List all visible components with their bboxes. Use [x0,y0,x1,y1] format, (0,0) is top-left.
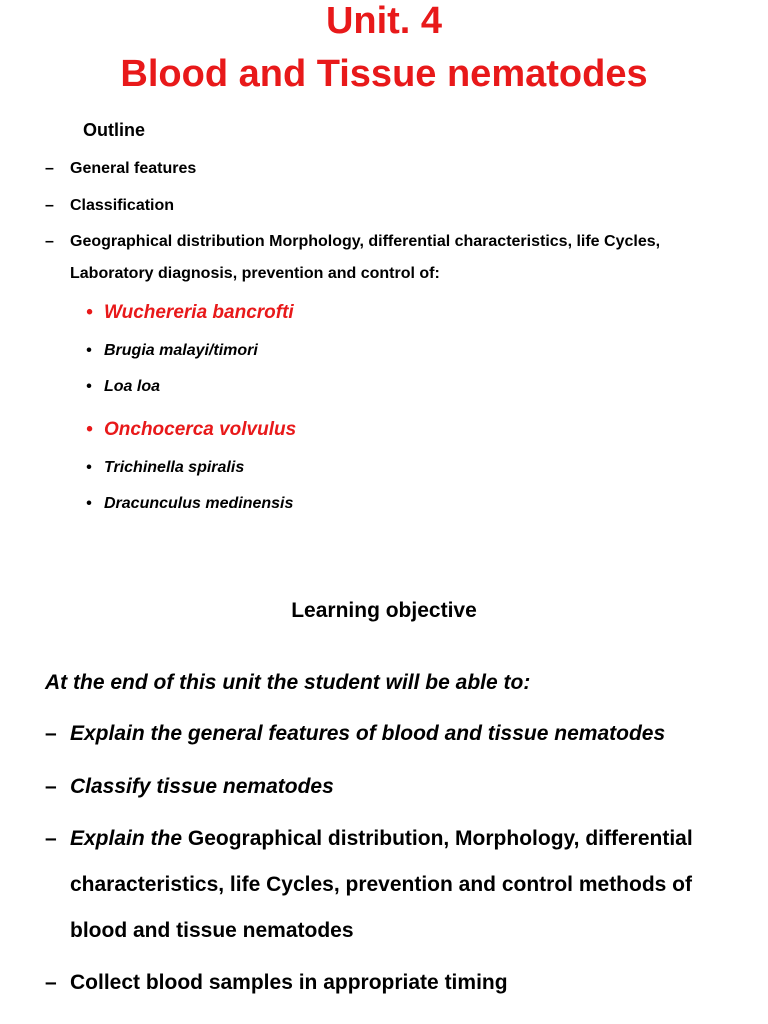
bullet-icon: • [86,419,93,440]
outline-heading: Outline [83,120,145,140]
dash-icon: – [45,827,57,850]
unit-number: Unit. 4 [325,0,443,42]
organism-item: Brugia malayi/timori [104,342,258,359]
dash-icon: – [45,160,54,177]
dash-icon: – [45,775,57,798]
outline-item: General features [70,160,197,177]
objective-item-italic: Explain the [70,827,183,850]
organism-item: Onchocerca volvulus [104,419,297,440]
organism-item: Loa loa [104,378,161,395]
objective-item-continuation: blood and tissue nematodes [70,919,354,942]
dash-icon: – [45,197,54,214]
objective-item: Classify tissue nematodes [70,775,334,798]
outline-item: Classification [70,197,175,214]
objective-item: Explain the general features of blood and tissue nematodes [70,722,666,745]
bullet-icon: • [86,378,92,395]
objectives-heading: Learning objective [291,599,477,622]
dash-icon: – [45,722,57,745]
page-title: Blood and Tissue nematodes [120,53,648,95]
bullet-icon: • [86,302,93,323]
bullet-icon: • [86,342,92,359]
bullet-icon: • [86,495,92,512]
outline-item: Geographical distribution Morphology, differential characteristics, life Cycles, [70,233,661,250]
dash-icon: – [45,971,57,994]
dash-icon: – [45,233,54,250]
outline-item-continuation: Laboratory diagnosis, prevention and control of: [70,265,440,282]
organism-item: Dracunculus medinensis [104,495,294,512]
objective-item-continuation: characteristics, life Cycles, prevention and control methods of [70,873,693,896]
objective-item-text: Geographical distribution, Morphology, differential [187,827,693,850]
bullet-icon: • [86,459,92,476]
organism-item: Trichinella spiralis [104,459,245,476]
objectives-intro: At the end of this unit the student will be able to: [45,671,531,694]
objective-item [70,827,693,851]
organism-item: Wuchereria bancrofti [104,302,294,323]
objective-item: Collect blood samples in appropriate timing [70,971,508,994]
